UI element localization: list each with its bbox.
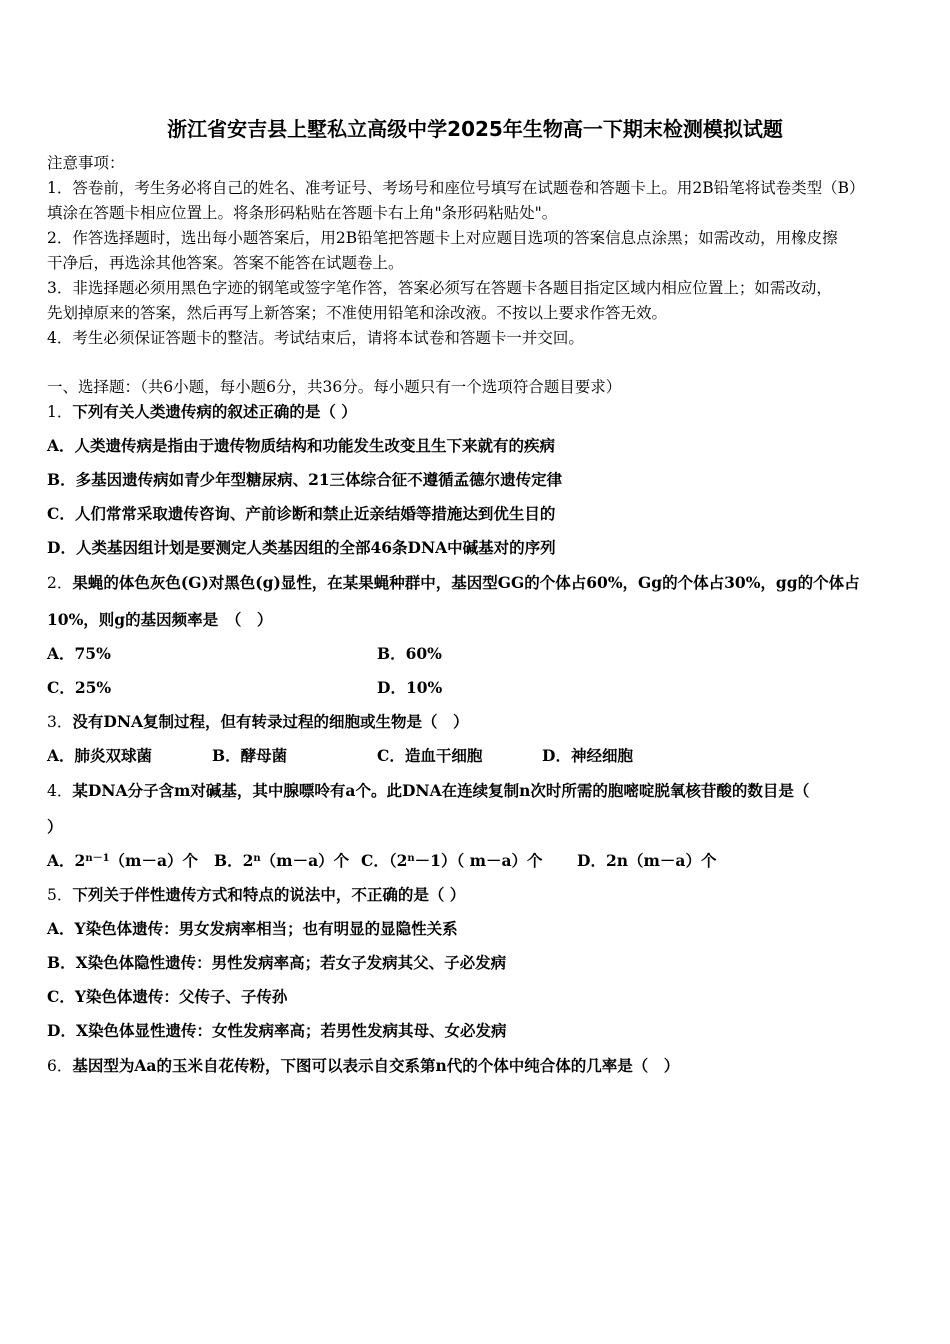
question-number: 4． [47,782,73,800]
question-number: 6． [47,1057,73,1075]
q1-option-a: A．人类遗传病是指由于遗传物质结构和功能发生改变且生下来就有的疾病 [47,436,556,455]
question-4 [47,781,908,801]
q3-option-d: D．神经细胞 [542,746,633,765]
q2-option-b: B．60% [377,644,442,663]
notice-line-2: 填涂在答题卡相应位置上。将条形码粘贴在答题卡右上角"条形码粘贴处"。 [47,204,558,222]
question-number: 1． [47,403,73,421]
q3-option-a: A．肺炎双球菌 [47,746,153,765]
q3-options [47,746,908,766]
notice-line-5: 3．非选择题必须用黑色字迹的钢笔或签字笔作答，答案必须写在答题卡各题目指定区域内相应位置上；如需改动， [47,279,832,297]
q2-option-a: A．75% [47,644,111,663]
question-stem: 果蝇的体色灰色(G)对黑色(g)显性，在某果蝇种群中，基因型GG的个体占60%，Gg的个体占30%，gg的个体占 [72,573,860,592]
notice-line-4: 干净后，再选涂其他答案。答案不能答在试题卷上。 [47,254,404,272]
page-title: 浙江省安吉县上墅私立高级中学2025年生物高一下期末检测模拟试题 [167,117,783,141]
question-number: 2． [47,574,73,592]
q3-option-c: C．造血干细胞 [377,746,483,765]
q5-option-d: D．X染色体显性遗传：女性发病率高；若男性发病其母、女必发病 [47,1021,507,1040]
q2-options-row-2 [47,678,908,698]
q2-options-row-1 [47,644,908,664]
question-1 [47,402,908,422]
notice-heading: 注意事项： [47,154,125,172]
q5-option-b: B．X染色体隐性遗传：男性发病率高；若女子发病其父、子必发病 [47,953,507,972]
notice-line-6: 先划掉原来的答案，然后再写上新答案；不准使用铅笔和涂改液。不按以上要求作答无效。 [47,304,668,322]
q1-option-c: C．人们常常采取遗传咨询、产前诊断和禁止近亲结婚等措施达到优生目的 [47,504,556,523]
question-stem: 下列关于伴性遗传方式和特点的说法中，不正确的是（ ） [72,885,466,904]
question-3 [47,712,908,732]
question-number: 5． [47,886,73,904]
q4-option-b: B．$2^n(m-a)$个 [214,851,350,870]
question-stem: 某DNA分子含m对碱基，其中腺嘌呤有a个。此DNA在连续复制n次时所需的胞嘧啶脱氧核苷酸的数目是（ [72,781,810,800]
question-stem: 下列有关人类遗传病的叙述正确的是（ ） [72,402,357,421]
q5-option-c: C．Y染色体遗传：父传子、子传孙 [47,987,288,1006]
q4-option-a: A．$2^{n-1}(m-a)$个 [47,851,198,870]
q4-options [47,851,908,871]
question-number: 3． [47,713,73,731]
q1-option-d: D．人类基因组计划是要测定人类基因组的全部46条DNA中碱基对的序列 [47,538,556,557]
notice-line-7: 4．考生必须保证答题卡的整洁。考试结束后，请将本试卷和答题卡一并交回。 [47,329,584,347]
section-heading: 一、选择题：（共6小题，每小题6分，共36分。每小题只有一个选项符合题目要求） [47,378,622,396]
question-stem: 基因型为Aa的玉米自花传粉，下图可以表示自交系第n代的个体中纯合体的几率是（ ） [72,1056,680,1075]
q3-option-b: B．酵母菌 [212,746,288,765]
question-6 [47,1056,908,1076]
q5-option-a: A．Y染色体遗传：男女发病率相当；也有明显的显隐性关系 [47,919,458,938]
q2-stem-continued: 10%，则g的基因频率是 （ ） [47,610,273,629]
q4-option-c: C．$(2^n-1)$（ m－a）个 [361,851,543,870]
q4-stem-continued: ） [47,817,63,836]
notice-line-3: 2．作答选择题时，选出每小题答案后，用2B铅笔把答题卡上对应题目选项的答案信息点涂黑；如需改动，用橡皮擦 [47,229,838,247]
notice-line-1: 1．答卷前，考生务必将自己的姓名、准考证号、考场号和座位号填写在试题卷和答题卡上。用2B铅笔将试卷类型（B） [47,179,865,197]
q2-option-d: D．10% [377,678,443,697]
question-stem: 没有DNA复制过程，但有转录过程的细胞或生物是（ ） [72,712,469,731]
q2-option-c: C．25% [47,678,112,697]
q4-option-d: D．2n（m－a）个 [577,851,717,870]
q1-option-b: B．多基因遗传病如青少年型糖尿病、21三体综合征不遵循孟德尔遗传定律 [47,470,563,489]
question-2 [47,573,908,593]
question-5 [47,885,908,905]
